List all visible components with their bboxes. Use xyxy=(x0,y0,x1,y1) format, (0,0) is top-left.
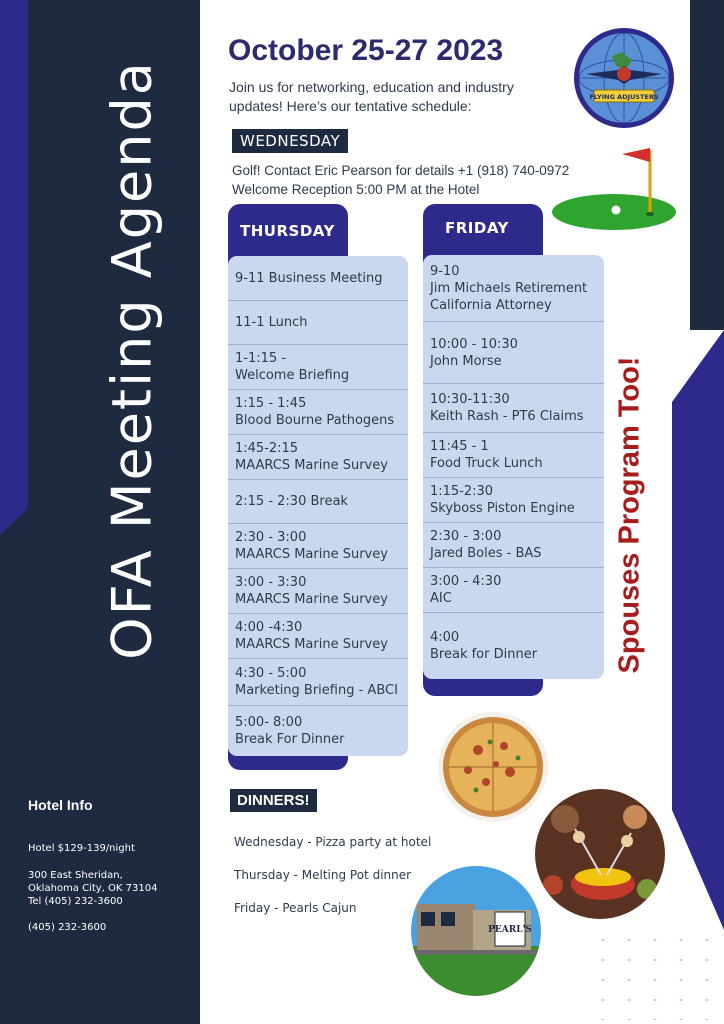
list-item: 2:30 - 3:00 Jared Boles - BAS xyxy=(423,523,604,568)
list-item: 1-1:15 - Welcome Briefing xyxy=(228,345,408,390)
thursday-label: THURSDAY xyxy=(240,222,335,240)
dinner-thursday: Thursday - Melting Pot dinner xyxy=(234,868,412,882)
list-item: 1:15-2:30 Skyboss Piston Engine xyxy=(423,478,604,523)
list-item: 5:00- 8:00 Break For Dinner xyxy=(235,715,345,747)
list-item: 4:30 - 5:00 Marketing Briefing - ABCI xyxy=(228,659,408,706)
list-item: 1:15 - 1:45 Blood Bourne Pathogens xyxy=(228,390,408,435)
hotel-address-line2: Oklahoma City, OK 73104 xyxy=(28,883,158,894)
friday-schedule xyxy=(423,255,604,679)
intro-text: Join us for networking, education and industry updates! Here’s our tentative schedule: xyxy=(229,79,514,114)
list-item: 3:00 - 4:30 AIC xyxy=(423,568,604,613)
spouses-program-note: Spouses Program Too! xyxy=(613,356,646,674)
logo-text: FLYING ADJUSTERS xyxy=(589,93,659,101)
event-dates-title: October 25-27 2023 xyxy=(228,34,504,67)
flying-adjusters-logo xyxy=(572,26,676,130)
list-item: 4:00 -4:30 MAARCS Marine Survey xyxy=(228,614,408,659)
list-item: 11:45 - 1 Food Truck Lunch xyxy=(423,433,604,478)
dot-pattern xyxy=(590,930,720,1020)
dinners-label: DINNERS! xyxy=(230,789,317,812)
hotel-info-heading: Hotel Info xyxy=(28,797,93,813)
list-item: 10:00 - 10:30 John Morse xyxy=(423,322,604,384)
restaurant-sign-text: PEARL'S xyxy=(488,925,532,935)
right-accent-top xyxy=(690,0,724,330)
list-item: 2:30 - 3:00 MAARCS Marine Survey xyxy=(228,524,408,569)
list-item: 10:30-11:30 Keith Rash - PT6 Claims xyxy=(423,384,604,433)
wednesday-label: WEDNESDAY xyxy=(232,129,348,153)
dinner-friday: Friday - Pearls Cajun xyxy=(234,901,357,915)
list-item: 1:45-2:15 MAARCS Marine Survey xyxy=(228,435,408,480)
agenda-title: OFA Meeting Agenda xyxy=(100,60,164,660)
dinner-wednesday: Wednesday - Pizza party at hotel xyxy=(234,835,432,849)
fondue-photo xyxy=(535,789,665,919)
wednesday-reception: Welcome Reception 5:00 PM at the Hotel xyxy=(232,182,480,197)
thursday-schedule xyxy=(228,256,408,756)
hotel-phone: Tel (405) 232-3600 xyxy=(28,896,123,907)
list-item: 3:00 - 3:30 MAARCS Marine Survey xyxy=(228,569,408,614)
wednesday-golf: Golf! Contact Eric Pearson for details +1 (918) 740-0972 xyxy=(232,163,570,178)
list-item: 9-10 Jim Michaels Retirement California Attorney xyxy=(423,255,604,322)
hotel-address-line1: 300 East Sheridan, xyxy=(28,870,123,881)
pearls-restaurant-photo xyxy=(411,866,541,996)
pizza-photo xyxy=(438,712,548,822)
hotel-price: Hotel $129-139/night xyxy=(28,843,135,854)
list-item: 4:00 Break for Dinner xyxy=(430,630,538,662)
right-accent-band xyxy=(672,330,724,930)
golf-green-icon xyxy=(550,142,678,234)
list-item: 2:15 - 2:30 Break xyxy=(228,480,408,524)
list-item: 9-11 Business Meeting xyxy=(228,256,408,301)
friday-label: FRIDAY xyxy=(445,219,509,237)
list-item: 11-1 Lunch xyxy=(228,301,408,345)
hotel-phone-alt: (405) 232-3600 xyxy=(28,922,107,933)
